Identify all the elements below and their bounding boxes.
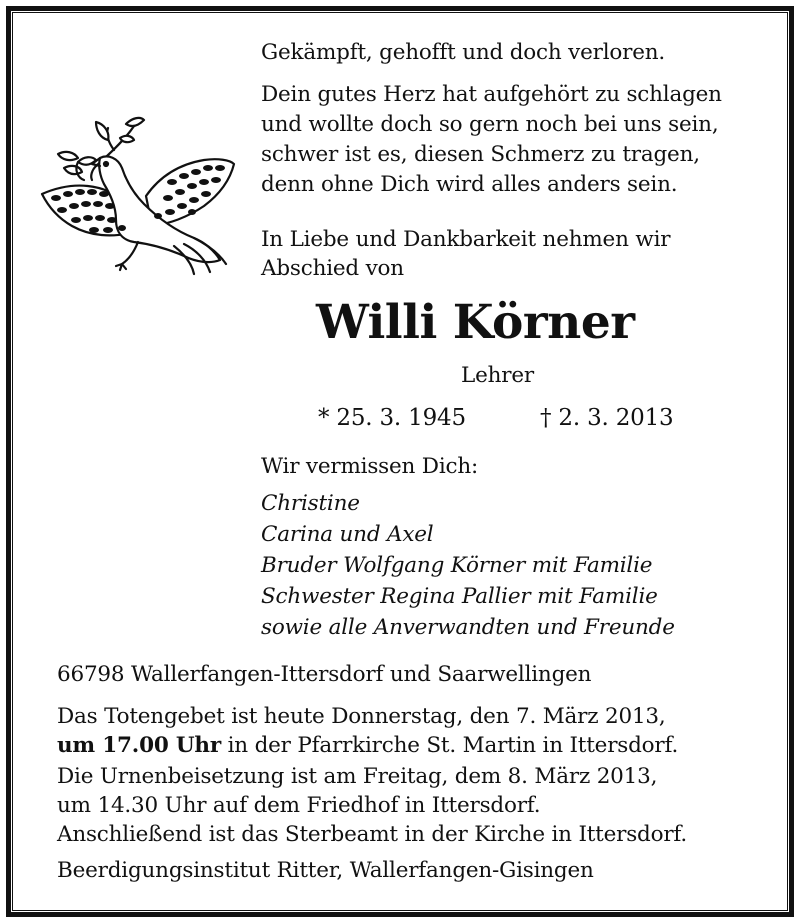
urn-line: um 14.30 Uhr auf dem Friedhof in Ittersdorf.	[57, 793, 541, 818]
mourner-item: sowie alle Anverwandten und Freunde	[261, 615, 675, 640]
intro-line: Abschied von	[261, 256, 404, 281]
birth-date: * 25. 3. 1945	[318, 405, 466, 431]
poem-spacer	[261, 68, 761, 80]
deceased-profession: Lehrer	[461, 363, 534, 388]
death-date: † 2. 3. 2013	[540, 405, 674, 431]
mourners-list	[261, 488, 675, 643]
location: 66798 Wallerfangen-Ittersdorf und Saarwellingen	[57, 662, 592, 687]
mourner-item: Schwester Regina Pallier mit Familie	[261, 584, 658, 609]
prayer-line: Das Totengebet ist heute Donnerstag, den 7. März 2013,	[57, 704, 666, 729]
prayer-line	[57, 731, 757, 760]
mourner-item: Christine	[261, 491, 360, 516]
mourner-item: Carina und Axel	[261, 522, 434, 547]
poem-line: schwer ist es, diesen Schmerz zu tragen,	[261, 142, 700, 167]
deceased-name: Willi Körner	[316, 295, 635, 350]
urn-line: Die Urnenbeisetzung ist am Freitag, dem 8. März 2013,	[57, 764, 658, 789]
dove-with-branch-icon	[34, 114, 236, 276]
poem-line: Gekämpft, gehofft und doch verloren.	[261, 40, 665, 65]
prayer-time: um 17.00 Uhr	[57, 733, 221, 758]
poem-line: Dein gutes Herz hat aufgehört zu schlagen	[261, 82, 722, 107]
prayer-place: in der Pfarrkirche St. Martin in Ittersdorf.	[220, 733, 679, 758]
prayer-notice	[57, 702, 757, 760]
undertaker: Beerdigungsinstitut Ritter, Wallerfangen-Gisingen	[57, 858, 594, 883]
mourner-item: Bruder Wolfgang Körner mit Familie	[261, 553, 653, 578]
mourners-heading: Wir vermissen Dich:	[261, 454, 479, 479]
poem	[261, 38, 761, 200]
urn-burial-notice	[57, 762, 757, 849]
urn-line: Anschließend ist das Sterbeamt in der Kirche in Ittersdorf.	[57, 822, 688, 847]
poem-line: und wollte doch so gern noch bei uns sein,	[261, 112, 719, 137]
poem-line: denn ohne Dich wird alles anders sein.	[261, 172, 678, 197]
farewell-intro	[261, 225, 670, 283]
intro-line: In Liebe und Dankbarkeit nehmen wir	[261, 227, 671, 252]
